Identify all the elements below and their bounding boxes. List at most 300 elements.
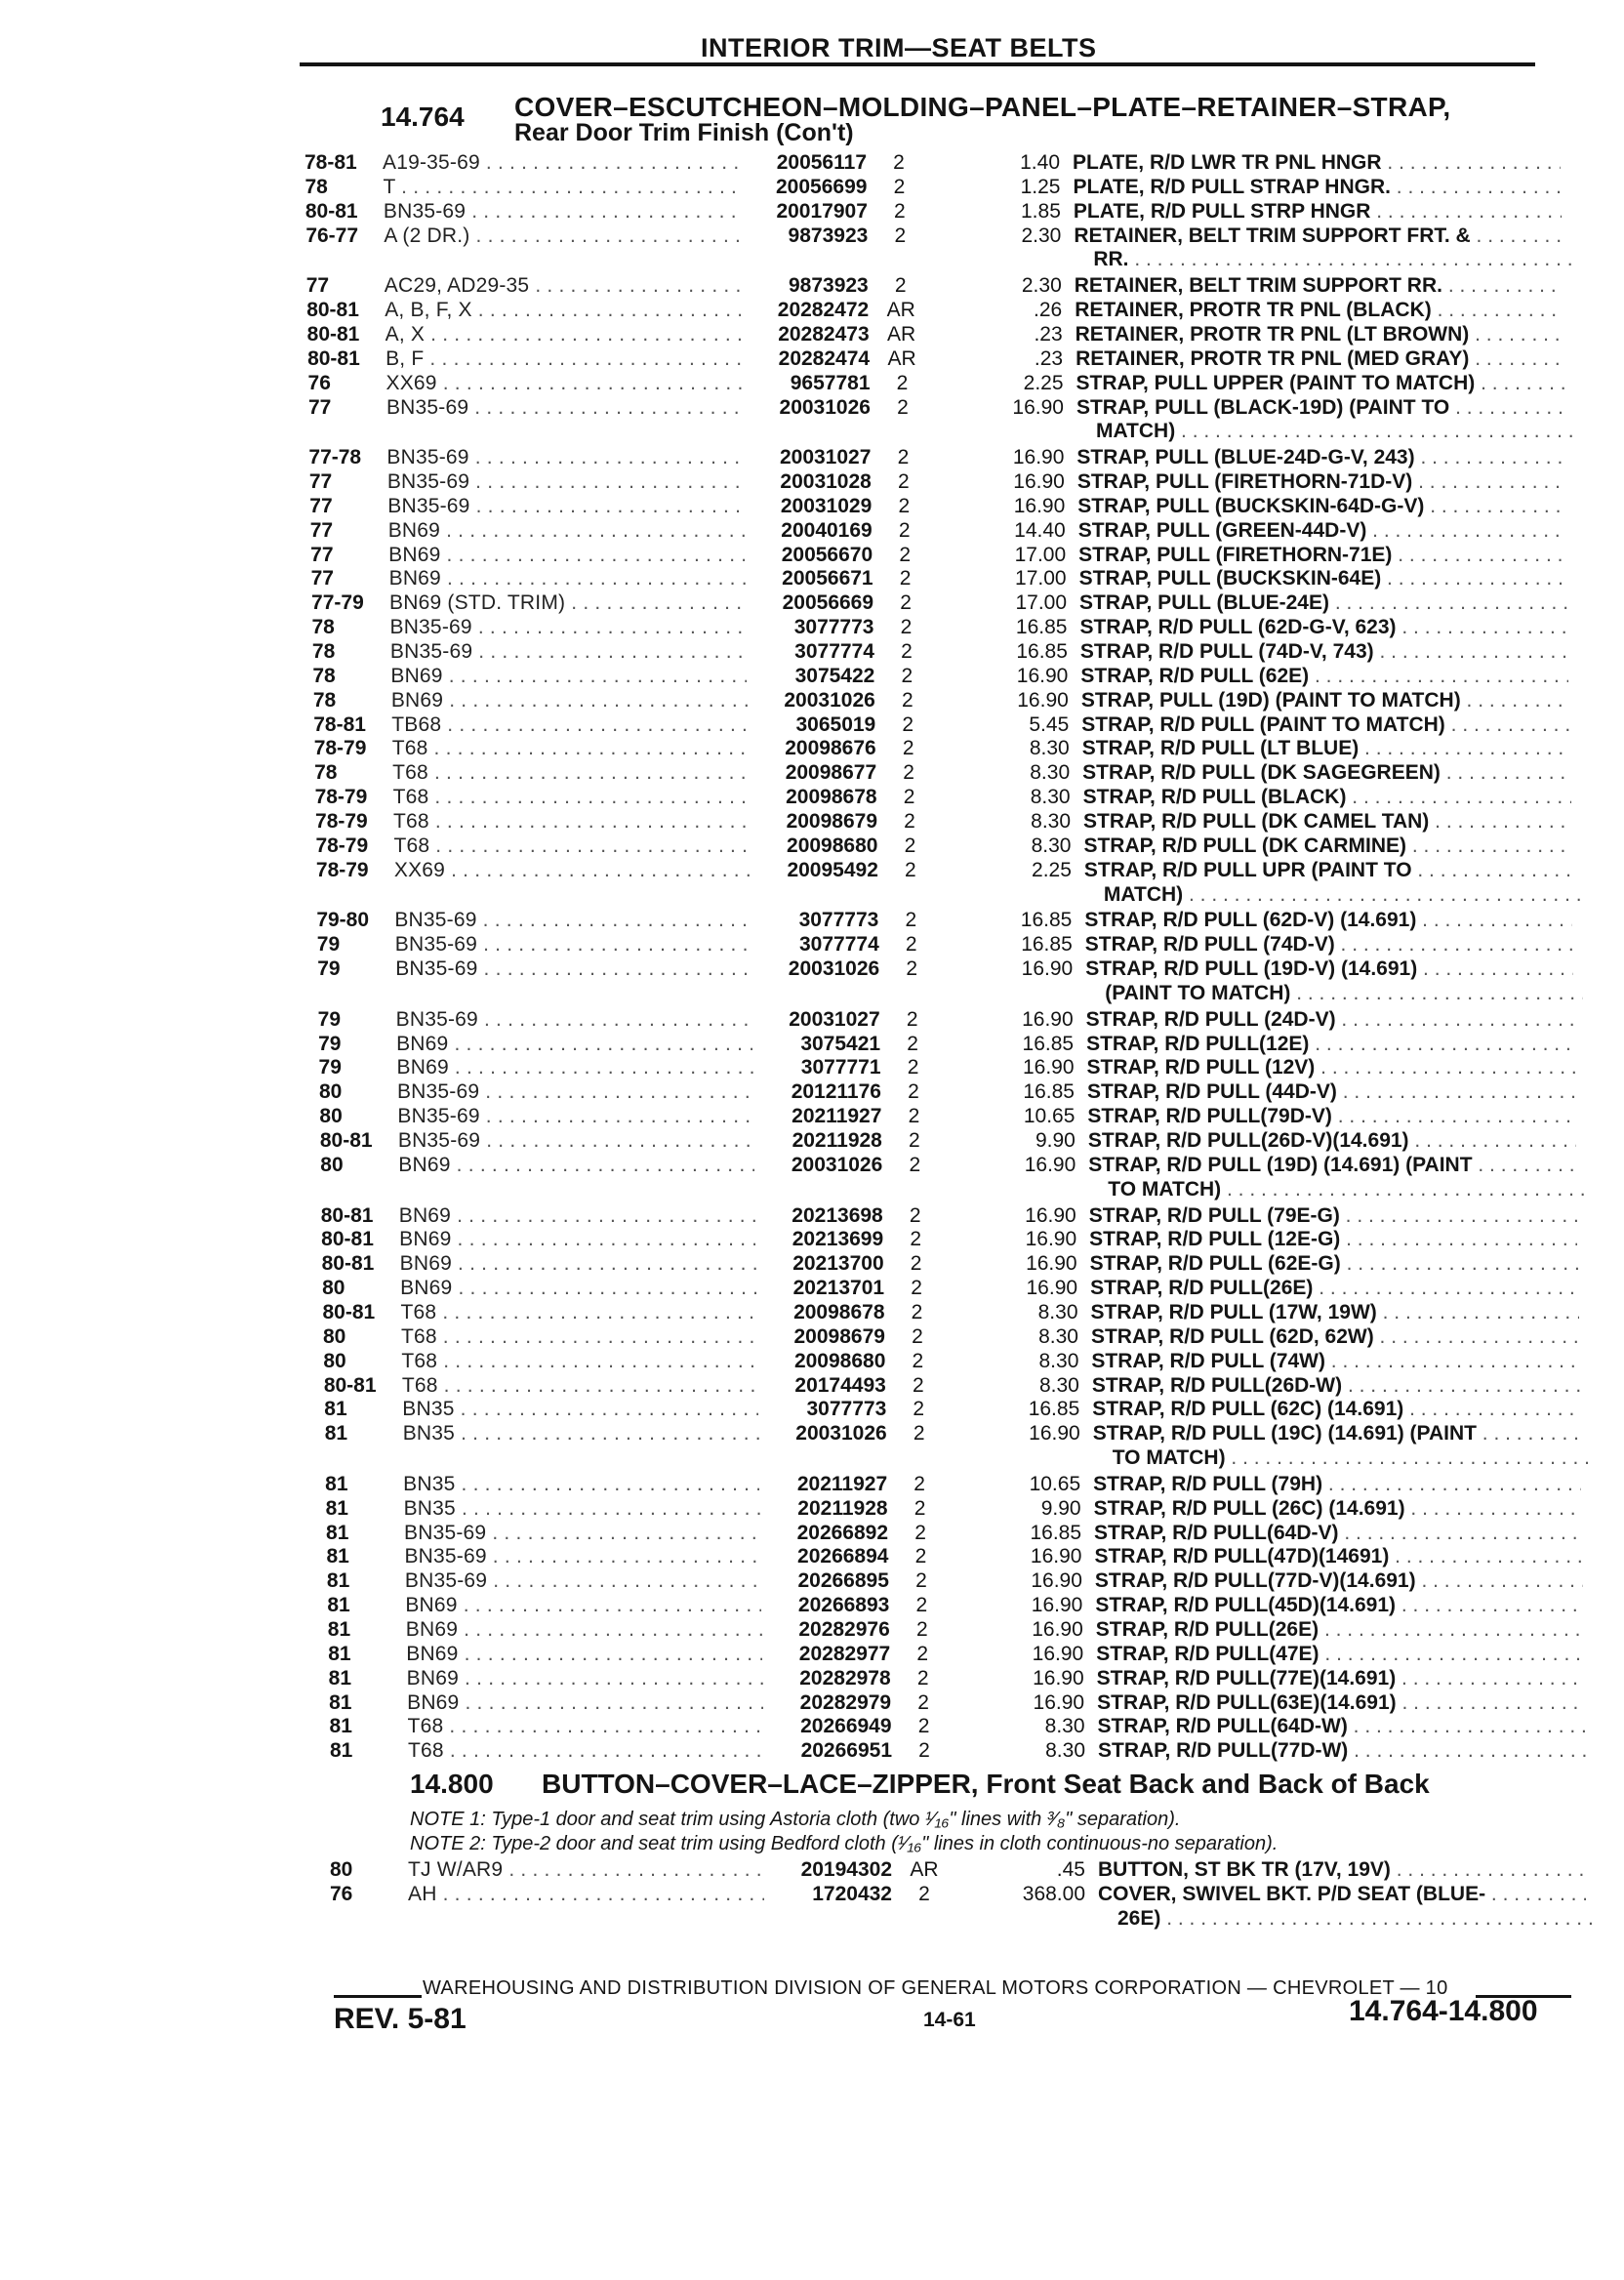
list-price: 17.00 [1015,591,1068,615]
list-price: 9.90 [1040,1496,1081,1520]
table-row [0,908,1624,932]
part-description: STRAP, R/D PULL (62E-G) . . . [1090,1251,1578,1276]
part-description: STRAP, R/D PULL(47D)(14691) . . . [1094,1544,1582,1568]
part-description: RETAINER, BELT TRIM SUPPORT FRT. & . . . [1074,224,1562,248]
quantity: 2 [902,712,914,736]
part-description: STRAP, R/D PULL(77D-W) . . . [1098,1738,1586,1763]
quantity: 2 [913,1422,925,1445]
quantity: AR [887,322,916,346]
model-year: 81 [326,1545,349,1568]
model-code: T68 . . . [401,1349,757,1373]
model-year: 80-81 [306,322,360,346]
quantity: 2 [907,1032,918,1055]
model-code: T68 . . . [408,1714,764,1738]
model-code: BN35-69 . . . [404,1521,760,1545]
quantity: 2 [911,1300,923,1323]
table-row [0,566,1624,590]
quantity: 2 [897,395,909,419]
part-number: 1720432 [812,1883,892,1905]
part-number: 20031026 [784,688,875,712]
part-number: 20098676 [785,737,876,760]
table-row [0,1153,1624,1177]
table-row [0,1666,1624,1690]
part-number: 20282977 [798,1642,891,1665]
model-year: 77 [310,543,334,566]
quantity: 2 [899,567,912,590]
table-row [0,1349,1624,1373]
part-number: 20056117 [776,151,867,174]
model-code: BN35-69 . . . [395,957,751,981]
quantity: 2 [901,688,914,712]
model-year: 78-79 [315,809,368,833]
model-year: 79-80 [316,909,370,932]
part-description: STRAP, R/D PULL (17W, 19W) . . . [1091,1300,1579,1324]
table-row [0,175,1624,199]
part-description: STRAP, R/D PULL (12V) . . . [1087,1055,1575,1079]
model-year: 81 [328,1666,352,1690]
list-price: 16.90 [1021,957,1074,981]
table-row [0,1642,1624,1666]
list-price: 1.25 [1020,175,1061,198]
model-code: BN69 . . . [391,688,748,712]
table-row [0,346,1624,371]
model-year: 80 [322,1277,345,1300]
model-year: 80-81 [319,1129,373,1152]
quantity: 2 [893,151,905,174]
part-number: 20031028 [780,470,872,494]
part-description: STRAP, PULL (BLUE-24D-G-V, 243) . . . [1076,445,1564,469]
part-description: STRAP, R/D PULL(79D-V) . . . [1087,1104,1575,1128]
list-price: .23 [1034,346,1064,370]
table-row [0,1568,1624,1593]
model-year: 81 [325,1496,348,1520]
table-row [0,445,1624,469]
model-year: 81 [326,1569,350,1593]
model-year: 80-81 [307,346,360,370]
list-price: 8.30 [1038,1349,1079,1372]
model-year: 77-79 [311,591,364,615]
table-row [0,543,1624,567]
list-price: 8.30 [1031,834,1072,857]
table-row [0,1882,1624,1906]
list-price: 16.90 [1032,1642,1084,1665]
list-price: 8.30 [1031,809,1072,833]
part-number: 20282472 [777,299,870,322]
model-year: 80 [322,1324,346,1348]
table-row [0,1300,1624,1324]
part-description: STRAP, R/D PULL (DK CAMEL TAN) . . . [1083,809,1571,834]
part-description: STRAP, R/D PULL (74W) . . . [1091,1349,1579,1373]
part-number: 20031026 [779,395,871,419]
part-number: 20266895 [797,1569,889,1593]
table-row [0,1544,1624,1568]
part-number: 3077773 [793,616,874,639]
part-number: 20213698 [792,1203,883,1227]
description-continuation: MATCH) . . . [1104,882,1582,907]
quantity: 2 [917,1715,930,1738]
table-row [0,760,1624,785]
part-number: 20194302 [800,1858,892,1881]
table-row [0,932,1624,957]
quantity: 2 [894,274,907,298]
part-number: 20213700 [792,1252,884,1276]
list-price: 16.90 [1013,470,1065,494]
part-description: STRAP, R/D PULL(77D-V)(14.691) . . . [1095,1568,1583,1593]
list-price: 8.30 [1045,1739,1085,1763]
quantity: 2 [903,786,915,809]
list-price: 16.90 [1029,1422,1080,1445]
model-year: 81 [327,1594,350,1617]
table-row [0,1521,1624,1545]
part-description: STRAP, R/D PULL (62E) . . . [1080,664,1568,688]
model-year: 78 [304,175,328,198]
part-description: STRAP, R/D PULL UPR (PAINT TO . . . [1084,858,1572,882]
quantity: 2 [898,494,911,517]
model-year: 80-81 [320,1203,374,1227]
model-code: TJ W/AR9 . . . [408,1857,764,1882]
quantity: 2 [900,591,912,615]
quantity: 2 [899,543,911,566]
list-price: .23 [1034,322,1063,346]
part-number: 3077774 [799,933,879,957]
part-number: 3075421 [800,1032,881,1055]
note-line: NOTE 1: Type-1 door and seat trim using Astoria cloth (two ¹⁄₁₆" lines with ³⁄₈" separation). [410,1809,1181,1830]
quantity: 2 [901,640,913,663]
table-row [0,1079,1624,1104]
part-description: PLATE, R/D LWR TR PNL HNGR . . . [1073,150,1561,175]
part-number: 20098680 [787,834,878,857]
part-number: 20213699 [792,1228,884,1251]
model-year: 78-79 [314,786,368,809]
list-price: 16.90 [1032,1618,1083,1641]
list-price: .26 [1034,299,1063,322]
table-row [0,785,1624,809]
table-row [0,395,1624,420]
section-number: 14.764 [381,102,465,132]
table-row [0,712,1624,737]
model-year: 81 [325,1472,348,1495]
quantity: 2 [909,1153,921,1176]
table-row [0,1714,1624,1738]
model-code: T68 . . . [392,736,749,760]
part-description: STRAP, R/D PULL (PAINT TO MATCH) . . . [1081,712,1569,737]
part-number: 20031026 [788,957,880,981]
quantity: 2 [908,1105,920,1128]
list-price: 8.30 [1030,761,1071,785]
revision-label: REV. 5-81 [334,2003,467,2035]
description-continuation: RR. . . . [1093,247,1571,271]
part-number: 9657781 [790,371,871,394]
part-description: STRAP, R/D PULL (DK CARMINE) . . . [1083,834,1571,858]
part-number: 20098678 [793,1300,885,1323]
list-price: 16.90 [1012,395,1064,419]
list-price: 5.45 [1029,712,1070,736]
quantity: 2 [906,957,918,981]
quantity: 2 [894,224,907,247]
list-price: 8.30 [1037,1300,1078,1323]
table-row [0,1227,1624,1251]
part-number: 20031026 [791,1153,883,1176]
list-price: 8.30 [1038,1373,1079,1397]
part-description: STRAP, PULL (FIRETHORN-71D-V) . . . [1077,469,1565,494]
quantity: 2 [912,1349,924,1372]
list-price: 10.65 [1023,1105,1076,1128]
part-description: STRAP, PULL (19D) (PAINT TO MATCH) . . . [1081,688,1569,712]
quantity: 2 [910,1228,922,1251]
list-price: 1.40 [1020,151,1060,174]
table-row [0,1857,1624,1882]
list-price: 16.90 [1025,1228,1077,1251]
model-code: BN35 . . . [403,1472,759,1496]
model-code: BN69 . . . [406,1617,762,1642]
list-price: .45 [1056,1858,1085,1881]
model-code: BN69 . . . [407,1690,763,1715]
part-number: 20282474 [778,346,871,370]
table-row [0,664,1624,688]
model-year: 77 [310,567,334,590]
quantity: 2 [917,1690,929,1714]
description-continuation: TO MATCH) . . . [1108,1177,1586,1201]
description-continuation: TO MATCH) . . . [1113,1445,1591,1470]
part-description: STRAP, R/D PULL (19C) (14.691) (PAINT . . . [1093,1421,1581,1445]
table-row [0,639,1624,664]
quantity: 2 [906,1007,918,1031]
part-description: STRAP, R/D PULL(26E) . . . [1090,1276,1578,1300]
quantity: 2 [898,470,910,494]
quantity: AR [910,1858,939,1881]
quantity: 2 [909,1129,920,1152]
model-year: 81 [329,1715,352,1738]
part-number: 20095492 [787,858,878,881]
part-number: 20098677 [785,761,877,785]
list-price: 17.00 [1015,567,1067,590]
quantity: 2 [893,175,906,198]
model-year: 81 [326,1521,349,1544]
list-price: 2.25 [1032,858,1072,881]
model-code: BN35-69 . . . [387,469,744,494]
part-description: STRAP, R/D PULL(64D-V) . . . [1094,1521,1582,1545]
model-code: A, B, F, X . . . [385,298,741,322]
model-year: 80 [320,1153,344,1176]
list-price: 16.90 [1031,1594,1083,1617]
list-price: 368.00 [1022,1883,1085,1905]
list-price: 16.85 [1023,1080,1075,1104]
quantity: 2 [903,761,914,785]
table-row [0,1055,1624,1079]
list-price: 16.90 [1013,494,1066,517]
part-description: STRAP, R/D PULL(26D-V)(14.691) . . . [1088,1128,1576,1153]
model-code: BN35 . . . [404,1496,760,1521]
model-year: 76-77 [305,224,359,247]
part-description: STRAP, PULL (BUCKSKIN-64E) . . . [1079,566,1567,590]
table-row [0,1128,1624,1153]
model-code: A, X . . . [386,322,742,346]
list-price: 16.90 [1012,446,1065,469]
model-code: T68 . . . [408,1738,764,1763]
section-number: 14.800 [410,1769,494,1799]
model-year: 79 [317,1007,342,1031]
model-code: BN35-69 . . . [394,908,751,932]
part-description: STRAP, R/D PULL (74D-V) . . . [1085,932,1573,957]
table-row [0,150,1624,175]
model-code: BN69 . . . [390,664,747,688]
list-price: 16.90 [1025,1203,1076,1227]
list-price: 2.30 [1021,224,1062,247]
table-row [0,858,1624,882]
part-description: STRAP, R/D PULL (26C) (14.691) . . . [1094,1496,1582,1521]
model-code: BN35-69 . . . [395,932,751,957]
list-price: 16.85 [1015,616,1068,639]
list-price: 16.90 [1031,1569,1082,1593]
list-price: 2.30 [1021,274,1062,298]
list-price: 14.40 [1014,518,1066,542]
table-row [0,494,1624,518]
model-year: 79 [316,933,341,957]
model-code: T68 . . . [393,785,750,809]
model-code: BN69 . . . [388,543,745,567]
part-description: STRAP, R/D PULL(63E)(14.691) . . . [1097,1690,1585,1715]
table-row [0,688,1624,712]
model-code: BN35-69 . . . [389,615,746,639]
model-year: 80 [318,1080,343,1104]
model-year: 78 [311,640,336,663]
list-price: 8.30 [1038,1324,1078,1348]
part-description: RETAINER, BELT TRIM SUPPORT RR. . . . [1075,273,1563,298]
quantity: 2 [897,446,910,469]
part-number: 3075422 [794,664,875,687]
part-number: 3077774 [794,640,874,663]
model-year: 81 [324,1422,348,1445]
part-number: 3077773 [798,909,879,932]
quantity: 2 [918,1883,930,1905]
list-price: 16.90 [1022,1007,1074,1031]
list-price: 16.90 [1033,1666,1084,1690]
quantity: 2 [900,616,913,639]
part-description: BUTTON, ST BK TR (17V, 19V) . . . [1098,1857,1586,1882]
model-code: T68 . . . [393,809,750,834]
model-year: 78 [311,616,335,639]
model-code: BN35-69 . . . [404,1544,760,1568]
model-code: BN35-69 . . . [384,199,740,224]
part-description: STRAP, R/D PULL (44D-V) . . . [1087,1079,1575,1104]
quantity: 2 [914,1472,925,1495]
part-number: 20211928 [792,1129,882,1152]
model-code: BN69 . . . [406,1642,762,1666]
model-code: BN35-69 . . . [397,1104,753,1128]
model-code: XX69 . . . [394,858,751,882]
model-year: 78-81 [313,712,366,736]
list-price: 16.90 [1026,1277,1078,1300]
quantity: 2 [910,1252,922,1276]
part-number: 20098680 [793,1349,886,1372]
part-number: 20211928 [797,1496,888,1520]
table-row [0,273,1624,298]
part-description: COVER, SWIVEL BKT. P/D SEAT (BLUE- . . . [1098,1882,1586,1906]
section-range: 14.764-14.800 [1349,1995,1538,2027]
model-year: 76 [330,1883,353,1905]
table-row [0,469,1624,494]
part-number: 20056670 [781,543,873,566]
table-row [0,1617,1624,1642]
model-year: 78 [314,761,338,785]
part-description: PLATE, R/D PULL STRP HNGR . . . [1074,199,1562,224]
table-row [0,1104,1624,1128]
quantity: 2 [901,664,914,687]
part-number: 20266893 [797,1594,890,1617]
part-number: 20211927 [796,1472,888,1495]
part-description: STRAP, PULL (FIRETHORN-71E) . . . [1078,543,1566,567]
list-price: 16.85 [1021,933,1073,957]
table-row [0,1397,1624,1421]
model-code: BN35-69 . . . [390,639,747,664]
table-row [0,1032,1624,1056]
table-row [0,224,1624,248]
part-number: 20098678 [786,786,877,809]
model-code: BN69 . . . [400,1276,756,1300]
model-year: 79 [317,957,341,981]
quantity: 2 [916,1666,929,1690]
quantity: AR [886,299,915,322]
part-number: 3077771 [800,1056,881,1079]
model-code: T . . . [383,175,739,199]
quantity: 2 [902,737,914,760]
model-code: BN69 . . . [396,1032,752,1056]
model-code: BN35-69 . . . [387,494,744,518]
table-row [0,1738,1624,1763]
quantity: 2 [907,1056,919,1079]
list-price: 16.85 [1020,909,1073,932]
model-code: BN35-69 . . . [386,395,743,420]
model-code: BN69 . . . [399,1227,755,1251]
model-year: 78-79 [315,834,369,857]
model-code: BN69 (STD. TRIM) . . . [389,590,746,615]
model-code: AH . . . [408,1882,764,1906]
list-price: 8.30 [1044,1715,1085,1738]
part-description: STRAP, R/D PULL (19D-V) (14.691) . . . [1085,957,1573,981]
part-description: STRAP, R/D PULL(12E) . . . [1086,1032,1574,1056]
model-year: 78 [312,688,337,712]
quantity: 2 [914,1521,926,1544]
part-number: 20056669 [782,591,874,615]
quantity: 2 [915,1569,927,1593]
list-price: 16.85 [1028,1398,1080,1421]
quantity: 2 [912,1373,924,1397]
model-code: BN35 . . . [403,1421,759,1445]
model-year: 80-81 [321,1228,374,1251]
part-description: STRAP, R/D PULL (19D) (14.691) (PAINT . . . [1088,1153,1576,1177]
note-line: NOTE 2: Type-2 door and seat trim using Bedford cloth (¹⁄₁₆" lines in cloth continuous-no separation). [410,1833,1279,1854]
table-row [0,1324,1624,1349]
part-number: 20056671 [782,567,873,590]
list-price: 16.90 [1024,1153,1076,1176]
model-year: 80 [330,1858,353,1881]
list-price: 8.30 [1030,786,1071,809]
model-code: T68 . . . [392,760,749,785]
quantity: 2 [912,1324,923,1348]
part-number: 20031027 [779,446,872,469]
model-year: 76 [307,371,331,394]
list-price: 16.85 [1022,1032,1075,1055]
page-number: 14-61 [923,2009,976,2031]
model-code: BN69 . . . [388,518,745,543]
table-row [0,1203,1624,1228]
list-price: 16.90 [1033,1690,1085,1714]
part-number: 3077773 [806,1398,887,1421]
model-code: AC29, AD29-35 . . . [385,273,741,298]
header-rule [300,62,1535,66]
part-number: 20266949 [800,1715,892,1738]
model-code: BN35-69 . . . [386,445,743,469]
